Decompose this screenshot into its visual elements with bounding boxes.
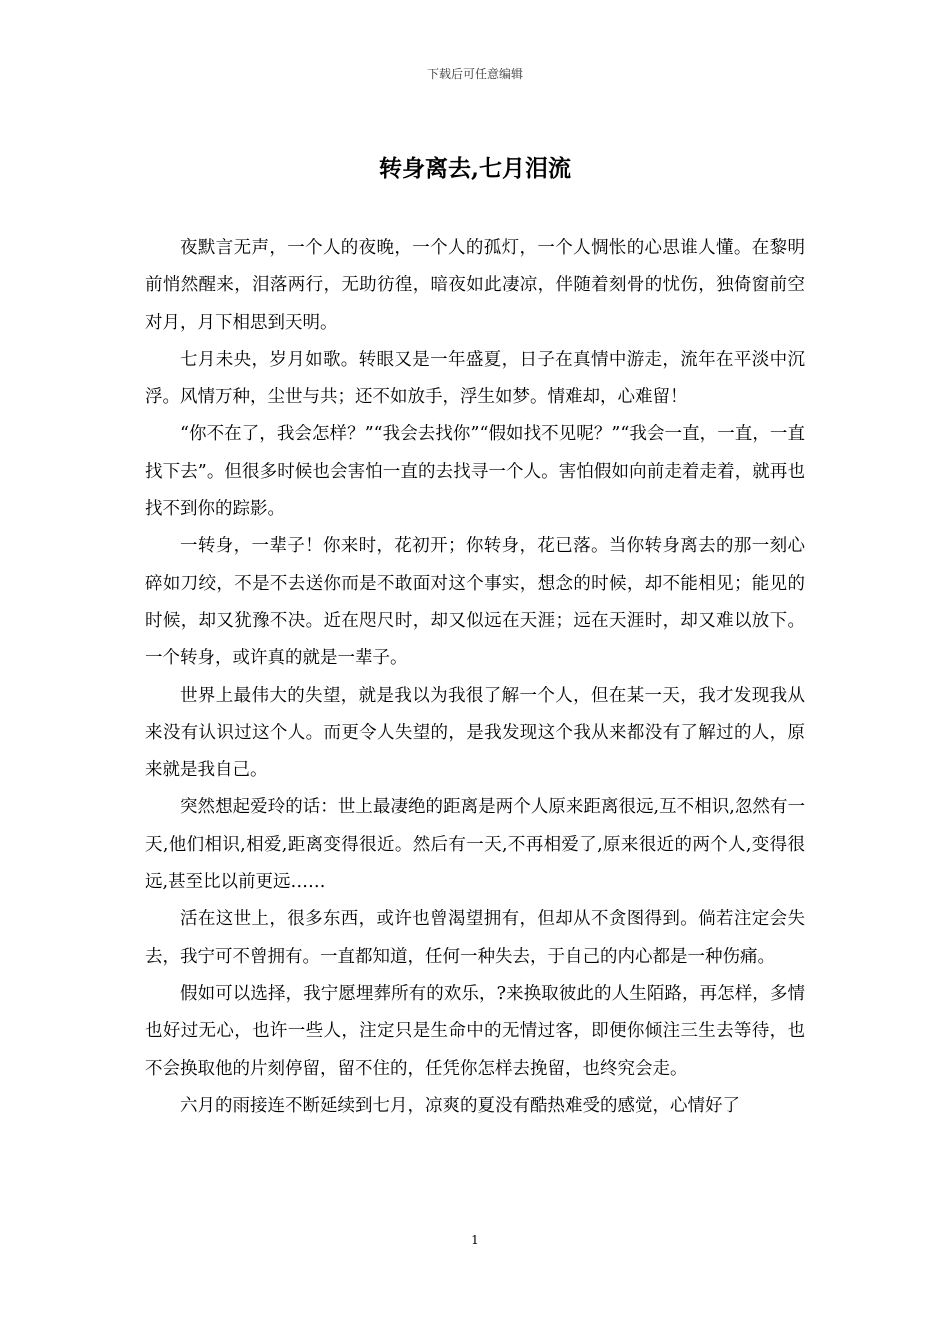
page-number: 1 [471,1233,479,1247]
document-body [145,230,805,1230]
paragraph-6: 突然想起爱玲的话：世上最凄绝的距离是两个人原来距离很远,互不相识,忽然有一天,他们相识,相爱,距离变得很近。然后有一天,不再相爱了,原来很近的两个人,变得很远,甚至比以前更远…… [145,797,805,893]
paragraph-8: 假如可以选择，我宁愿埋葬所有的欢乐，?来换取彼此的人生陌路，再怎样，多情也好过无心，也许一些人，注定只是生命中的无情过客，即便你倾注三生去等待，也不会换取他的片刻停留，留不住的，任凭你怎样去挽留，也终究会走。 [145,983,805,1079]
paragraph-4: 一转身，一辈子！你来时，花初开；你转身，花已落。当你转身离去的那一刻心碎如刀绞，不是不去送你而是不敢面对这个事实，想念的时候，却不能相见；能见的时候，却又犹豫不决。近在咫尺时，却又似远在天涯；远在天涯时，却又难以放下。一个转身，或许真的就是一辈子。 [145,536,805,669]
paragraph-3: “你不在了，我会怎样？”“我会去找你”“假如找不见呢？”“我会一直，一直，一直找下去”。但很多时候也会害怕一直的去找寻一个人。害怕假如向前走着走着，就再也找不到你的踪影。 [145,424,805,520]
paragraph-7: 活在这世上，很多东西，或许也曾渴望拥有，但却从不贪图得到。倘若注定会失去，我宁可不曾拥有。一直都知道，任何一种失去，于自己的内心都是一种伤痛。 [145,909,805,967]
document-title: 转身离去,七月泪流 [378,155,571,182]
paragraph-5: 世界上最伟大的失望，就是我以为我很了解一个人，但在某一天，我才发现我从来没有认识过这个人。而更令人失望的，是我发现这个我从来都没有了解过的人，原来就是我自己。 [145,685,805,781]
paragraph-1: 夜默言无声，一个人的夜晚，一个人的孤灯，一个人惆怅的心思谁人懂。在黎明前悄然醒来，泪落两行，无助彷徨，暗夜如此凄凉，伴随着刻骨的忧伤，独倚窗前空对月，月下相思到天明。 [145,238,805,333]
paragraph-2: 七月未央，岁月如歌。转眼又是一年盛夏，日子在真情中游走，流年在平淡中沉浮。风情万种，尘世与共；还不如放手，浮生如梦。情难却，心难留！ [145,349,805,408]
header-note: 下载后可任意编辑 [426,67,523,81]
paragraph-9: 六月的雨接连不断延续到七月，凉爽的夏没有酷热难受的感觉，心情好了 [180,1095,740,1116]
